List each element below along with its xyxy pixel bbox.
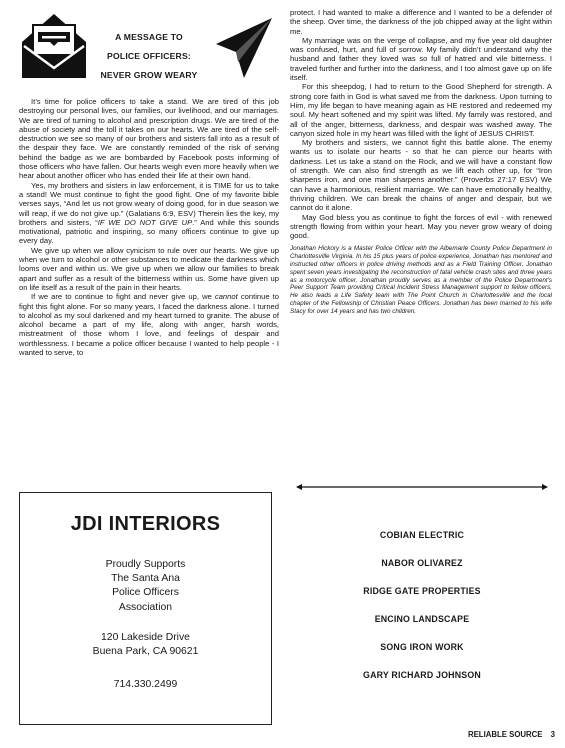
- ad-phone: 714.330.2499: [113, 679, 178, 691]
- sponsor-name: RIDGE GATE PROPERTIES: [363, 586, 481, 596]
- advertisement-box: [19, 492, 272, 725]
- article-paragraph: My marriage was on the verge of collapse, and my five year old daughter was confused, hurt, and full of sorrow. My family didn’t understand why the husband and father they loved was so full of hatred and vile bitterness. I traveled further and further into the darkness, and I too almost gave up on life itself.: [290, 35, 552, 83]
- article-paragraph: If we are to continue to fight and never give up, we cannot continue to fight this fight alone. For so many years, I faced the darkness alone. I turned to alcohol as my soul darkened and my heart turned to granite. The abuse of alcohol became a part of my life, along with anger, harsh words, mistreatment of those whom I love, and feelings of despair and worthlessness. I became a police officer because I wanted to help people - I wanted to serve, to: [19, 292, 279, 358]
- article-title: [84, 28, 214, 85]
- article-paragraph: We give up when we allow cynicism to rule over our hearts. We give up when we turn to alcohol or other substances to medicate the darkness which looms over and within us. We give up when we allow our families to break apart and suffer as a result of the bitterness within us. Some have given up on life itself as a result of the pain in their hearts.: [19, 245, 279, 292]
- article-paragraph: For this sheepdog, I had to return to the Good Shepherd for strength. A strong core faith in God is what saved me from the darkness. Upon turning to Him, my life began to have meaning again as HE restored and redeemed my soul. My heart softened and my spirit was lifted. My family was restored, and all of the anger, bitterness, darkness, and despair was washed away. The canyon sized hole in my heart was filled with the light of JESUS CHRIST.: [290, 82, 552, 138]
- sponsor-name: SONG IRON WORK: [380, 642, 464, 652]
- article-paragraph: Yes, my brothers and sisters in law enforcement, it is TIME for us to take a stand! We must continue to fight the good fight. One of my favorite bible verses says, “And let us not grow weary of doing good, for in due season we will reap, if we do not give up.” (Galatians 6:9, ESV) Therein lies the key, my brothers and sisters, “IF WE DO NOT GIVE UP.” And while this sounds motivational, patriotic and inspiring, so many officers continue to give up every day.: [19, 180, 280, 246]
- page-number: 3: [550, 730, 555, 739]
- article-paragraph: It’s time for police officers to take a stand. We are tired of this job destroying our personal lives, our families, our livelihood, and our marriages. We are tired of turning to alcohol and prescription drugs. We are tired of the abuse of society and the toll it takes on our hearts. We are tired of the self-destruction we see so many of our brothers and sisters fall into as a result of the despair they face. We are constantly reminded of the risk of serving behind the badge as we are bombarded by Facebook posts informing of those officers who have fallen. Our hearts weigh even more heavily when we hear about another officer who has ended their life at their own hand.: [19, 97, 279, 181]
- envelope-icon: [20, 12, 88, 82]
- article-paragraph: My brothers and sisters, we cannot fight this battle alone. The enemy wants us to isolate our hearts - so that he can pierce our hearts with darkness. Let us take a stand on the Rock, and we will have a constant flow of strength. We can also find strength as we lift each other up, for “Iron sharpens iron, and one man sharpens another.” (Proverbs 27:17 ESV) We can have a harmonious, resilient marriage. We can have emotionally healthy, thriving children. We can break the chains of anger and despair, but we cannot do it alone.: [290, 138, 552, 213]
- emphasis-text: IF WE DO NOT GIVE UP: [97, 217, 193, 227]
- sponsor-name: ENCINO LANDSCAPE: [374, 614, 470, 624]
- title-line-3: NEVER GROW WEARY: [100, 70, 198, 80]
- title-line-1: A MESSAGE TO: [115, 32, 183, 42]
- ad-support-text: Proudly Supports The Santa Ana Police Officers Association: [105, 559, 186, 613]
- section-divider: [296, 478, 548, 486]
- ad-company-name: JDI INTERIORS: [70, 513, 221, 535]
- author-bio: Jonathan Hickory is a Master Police Officer with the Albemarle County Police Department in Charlottesville Virginia. In his 15 plus years of police experience, Jonathan has mentored and instructed other officers in police driving methods and as a Field Training Officer. Jonathan spent seven years investigating the reconstruction of fatal vehicle crash sites and three years as a motorcycle officer. Jonathan proudly serves as a member of the Police Department’s Peer Support Team providing Critical Incident Stress Management support to fellow officers. He also leads a Life Safety team with The Point Church in Charlottesville and the local chapter of the Fellowship of Christian Peace Officers. Jonathan has been married to his wife Stacy for over 14 years and has two children.: [290, 245, 552, 315]
- ad-address: 120 Lakeside Drive Buena Park, CA 90621: [92, 631, 199, 658]
- publication-name: RELIABLE SOURCE: [467, 730, 543, 739]
- sponsor-list: [296, 530, 548, 698]
- paper-plane-icon: [214, 16, 274, 80]
- emphasis-text: cannot: [214, 292, 238, 302]
- sponsor-name: COBIAN ELECTRIC: [379, 530, 465, 540]
- title-line-2: POLICE OFFICERS:: [107, 51, 191, 61]
- article-right-column: [290, 8, 552, 316]
- page-footer: [468, 730, 555, 739]
- article-left-column: [19, 97, 279, 357]
- sponsor-name: GARY RICHARD JOHNSON: [363, 670, 481, 680]
- article-paragraph: protect. I had wanted to make a difference and I wanted to be a defender of the sheep. Over time, the darkness of the job chipped away at the light within me.: [290, 8, 552, 36]
- article-paragraph: May God bless you as continue to fight the forces of evil - with renewed strength flowing from within your heart. May you never grow weary of doing good.: [290, 212, 552, 241]
- sponsor-name: NABOR OLIVAREZ: [381, 558, 463, 568]
